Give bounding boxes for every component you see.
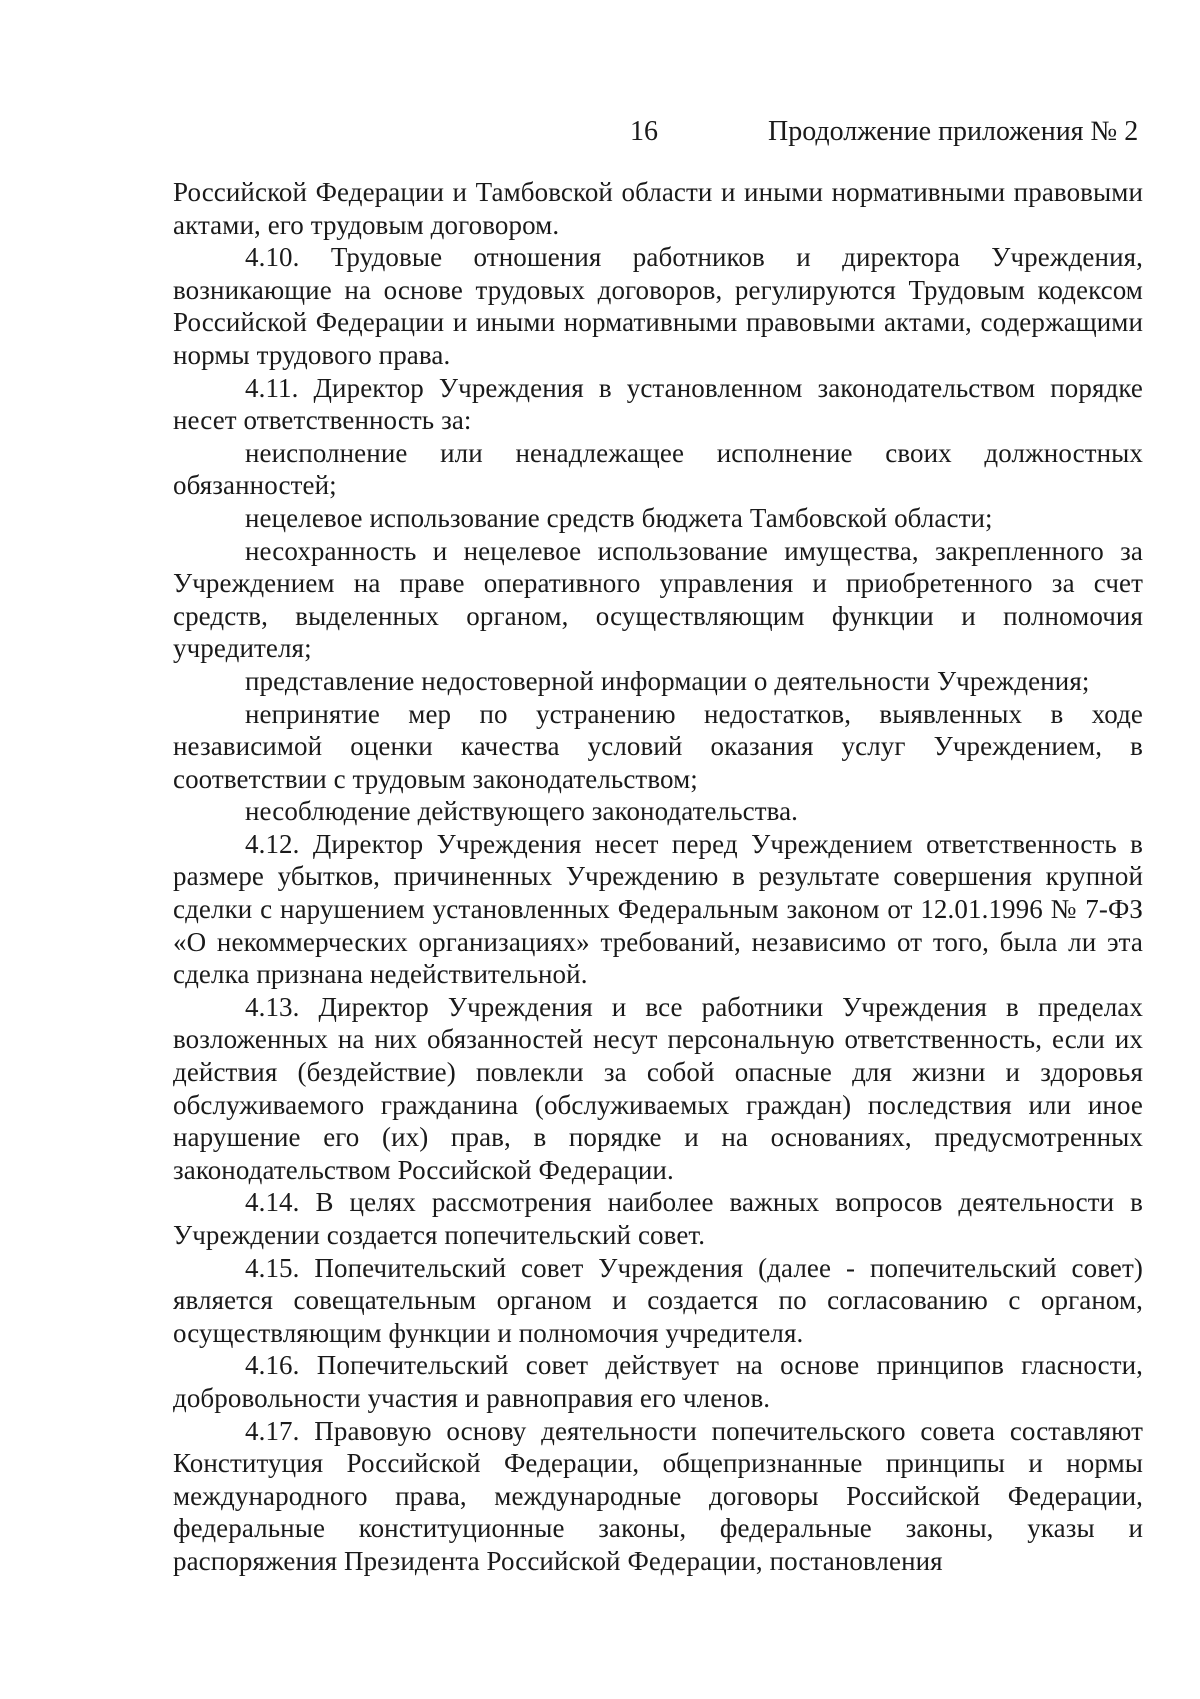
paragraph-4-12: 4.12. Директор Учреждения несет перед Учреждением ответственность в размере убытков, причиненных Учреждению в результате совершения крупной сделки с нарушением установленных Федеральным законом от 12.01.1996 № 7-ФЗ «О некоммерческих организациях» требований, независимо от того, была ли эта сделка признана недействительной. [173,828,1143,990]
paragraph-4-17: 4.17. Правовую основу деятельности попечительского совета составляют Конституция Российской Федерации, общепризнанные принципы и нормы международного права, международные договоры Российской Федерации, федеральные конституционные законы, федеральные законы, указы и распоряжения Президента Российской Федерации, постановления [173,1415,1143,1576]
paragraph-4-11: 4.11. Директор Учреждения в установленном законодательством порядке несет ответственность за: [173,372,1143,436]
list-item-duties: неисполнение или ненадлежащее исполнение своих должностных обязанностей; [173,437,1143,501]
paragraph-4-14: 4.14. В целях рассмотрения наиболее важных вопросов деятельности в Учреждении создается попечительский совет. [173,1187,1143,1250]
list-item-deficiencies: непринятие мер по устранению недостатков, выявленных в ходе независимой оценки качества условий оказания услуг Учреждением, в соответствии с трудовым законодательством; [173,698,1143,794]
list-item-legislation: несоблюдение действующего законодательства. [245,796,799,827]
paragraph-continuation: Российской Федерации и Тамбовской области и иными нормативными правовыми актами, его трудовым договором. [173,177,1143,240]
paragraph-4-13: 4.13. Директор Учреждения и все работники Учреждения в пределах возложенных на них обязанностей несут персональную ответственность, если их действия (бездействие) повлекли за собой опасные для жизни и здоровья обслуживаемого гражданина (обслуживаемых граждан) последствия или иное нарушение его (их) прав, в порядке и на основаниях, предусмотренных законодательством Российской Федерации. [173,991,1143,1185]
document-body [173,176,1143,1578]
appendix-continuation-label: Продолжение приложения № 2 [768,116,1139,147]
paragraph-4-16: 4.16. Попечительский совет действует на основе принципов гласности, добровольности участия и равноправия его членов. [173,1350,1143,1413]
page-number: 16 [630,116,658,147]
paragraph-4-15: 4.15. Попечительский совет Учреждения (далее - попечительский совет) является совещательным органом и создается по согласованию с органом, осуществляющим функции и полномочия учредителя. [173,1252,1143,1348]
list-item-information: представление недостоверной информации о деятельности Учреждения; [245,665,1090,696]
paragraph-4-10: 4.10. Трудовые отношения работников и директора Учреждения, возникающие на основе трудовых договоров, регулируются Трудовым кодексом Российской Федерации и иными нормативными правовыми актами, содержащими нормы трудового права. [173,242,1143,370]
list-item-budget: нецелевое использование средств бюджета Тамбовской области; [245,502,993,533]
list-item-property: несохранность и нецелевое использование имущества, закрепленного за Учреждением на праве оперативного управления и приобретенного за счет средств, выделенных органом, осуществляющим функции и полномочия учредителя; [173,535,1143,664]
